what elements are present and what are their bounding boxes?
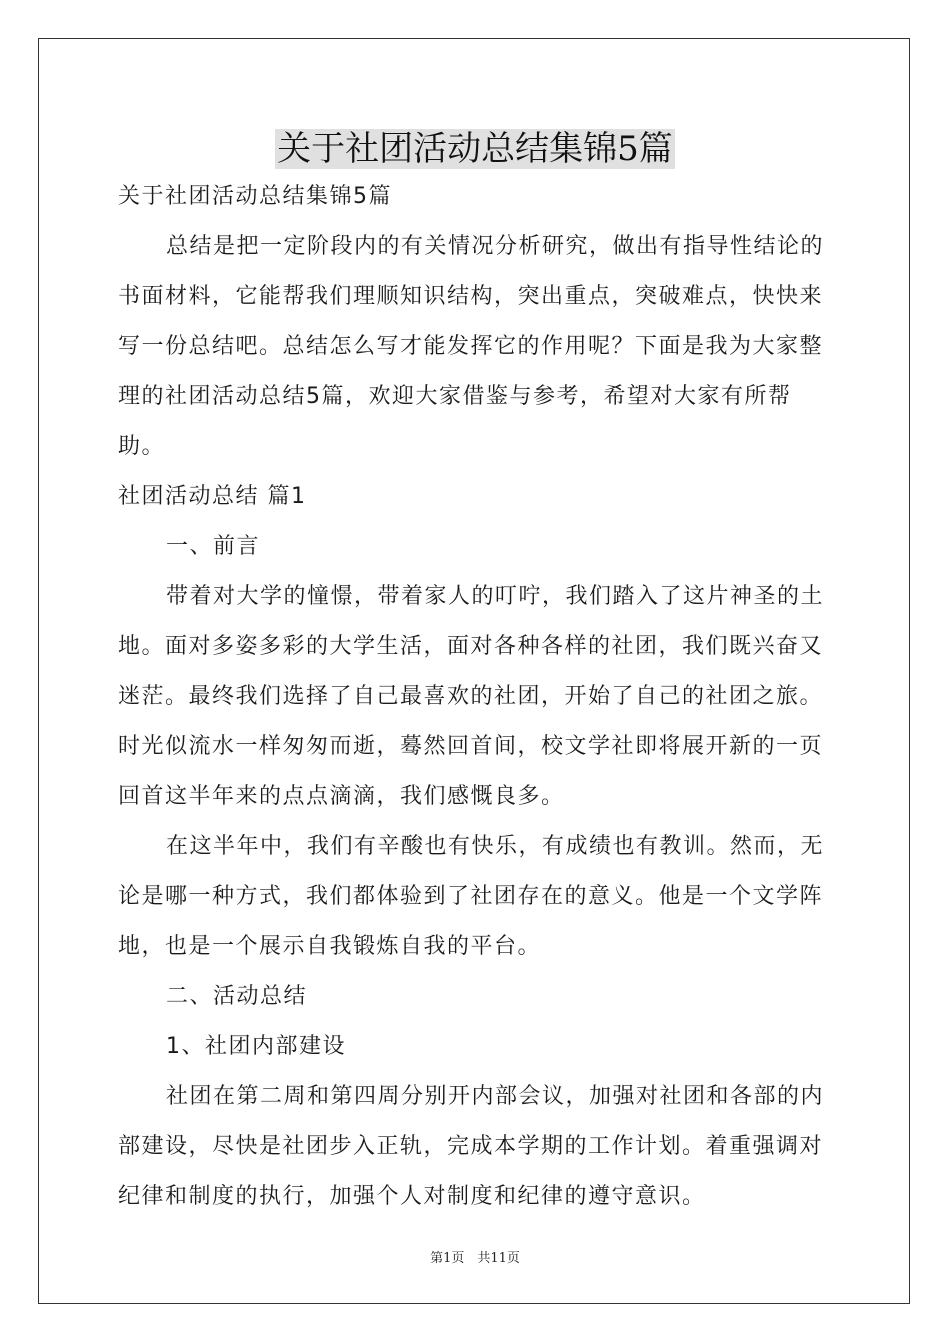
page-number: 第1页 共11页 (430, 1251, 520, 1266)
page-footer (0, 1247, 950, 1266)
body-paragraph: 社团在第二周和第四周分别开内部会议，加强对社团和各部的内部建设，尽快是社团步入正轨，完成本学期的工作计划。着重强调对纪律和制度的执行，加强个人对制度和纪律的遵守意识。 (118, 1084, 825, 1209)
document-title-text: 关于社团活动总结集锦5篇 (277, 129, 673, 169)
subsection-heading: 1、社团内部建设 (166, 1034, 346, 1059)
body-paragraph: 带着对大学的憧憬，带着家人的叮咛，我们踏入了这片神圣的土地。面对多姿多彩的大学生活，面对各种各样的社团，我们既兴奋又迷茫。最终我们选择了自己最喜欢的社团，开始了自己的社团之旅。时光似流水一样匆匆而逝，蓦然回首间，校文学社即将展开新的一页回首这半年来的点点滴滴，我们感慨良多。 (118, 584, 825, 809)
subsection-heading: 一、前言 (166, 534, 261, 559)
body-paragraph: 在这半年中，我们有辛酸也有快乐，有成绩也有教训。然而，无论是哪一种方式，我们都体验到了社团存在的意义。他是一个文学阵地，也是一个展示自我锻炼自我的平台。 (118, 834, 825, 959)
subsection-heading: 二、活动总结 (166, 984, 308, 1009)
document-subtitle: 关于社团活动总结集锦5篇 (118, 184, 392, 209)
intro-paragraph: 总结是把一定阶段内的有关情况分析研究，做出有指导性结论的书面材料，它能帮我们理顺知识结构，突出重点，突破难点，快快来写一份总结吧。总结怎么写才能发挥它的作用呢？下面是我为大家整理的社团活动总结5篇，欢迎大家借鉴与参考，希望对大家有所帮助。 (118, 234, 825, 459)
document-body (118, 172, 838, 1222)
document-title (0, 124, 950, 174)
section-heading: 社团活动总结 篇1 (118, 484, 307, 509)
